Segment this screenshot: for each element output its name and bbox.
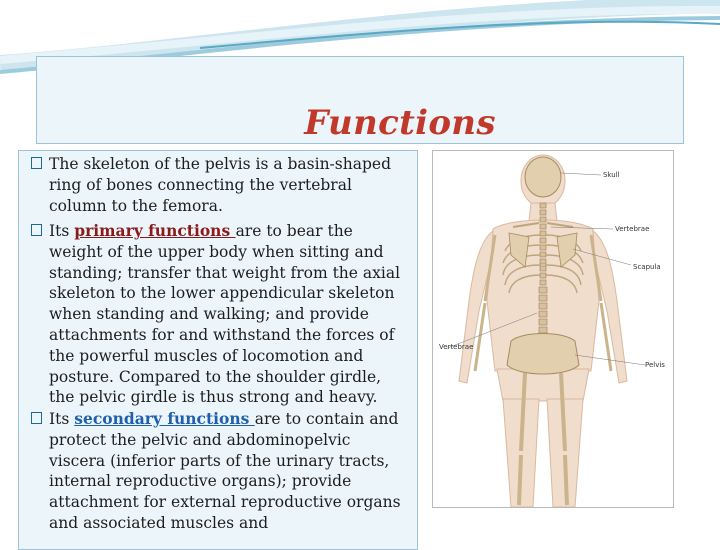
label-vertebrae-left: Vertebrae — [439, 343, 474, 351]
bullet-text — [31, 409, 409, 534]
label-pelvis: Pelvis — [645, 361, 665, 369]
content-box — [18, 150, 418, 550]
bullet-text — [31, 154, 409, 216]
bullet-1 — [31, 154, 409, 216]
primary-functions-link[interactable]: primary functions — [74, 221, 236, 240]
label-skull: Skull — [603, 171, 620, 179]
bullet-2 — [31, 221, 409, 408]
bullet-3 — [31, 409, 409, 534]
label-vertebrae: Vertebrae — [615, 225, 650, 233]
title-box — [36, 56, 684, 144]
bullet-1-text: The skeleton of the pelvis is a basin-shaped ring of bones connecting the vertebral column to the femora. — [49, 155, 391, 215]
skeleton-illustration — [433, 151, 673, 507]
bullet-3-lead: Its — [49, 410, 75, 428]
bullet-3-body: are to contain and protect the pelvic and abdominopelvic viscera (inferior parts of the urinary tracts, internal reproductive organs); provide attachment for external reproductive organs and associated muscles and — [49, 410, 401, 532]
bullet-marker — [31, 412, 42, 424]
secondary-functions-link[interactable]: secondary functions — [74, 409, 255, 428]
bullet-marker — [31, 157, 42, 169]
label-scapula: Scapula — [633, 263, 661, 271]
bullet-2-lead: Its — [49, 222, 75, 240]
slide-title: Functions — [304, 103, 496, 143]
skeleton-figure — [432, 150, 674, 508]
bullet-text — [31, 221, 409, 408]
bullet-2-body: are to bear the weight of the upper body when sitting and standing; transfer that weight from the axial skeleton to the lower appendicular skeleton when standing and walking; and provide attachments for and withstand the forces of the powerful muscles of locomotion and posture. Compared to the shoulder girdle, the pelvic girdle is thus strong and heavy. — [49, 222, 401, 407]
bullet-marker — [31, 224, 42, 236]
